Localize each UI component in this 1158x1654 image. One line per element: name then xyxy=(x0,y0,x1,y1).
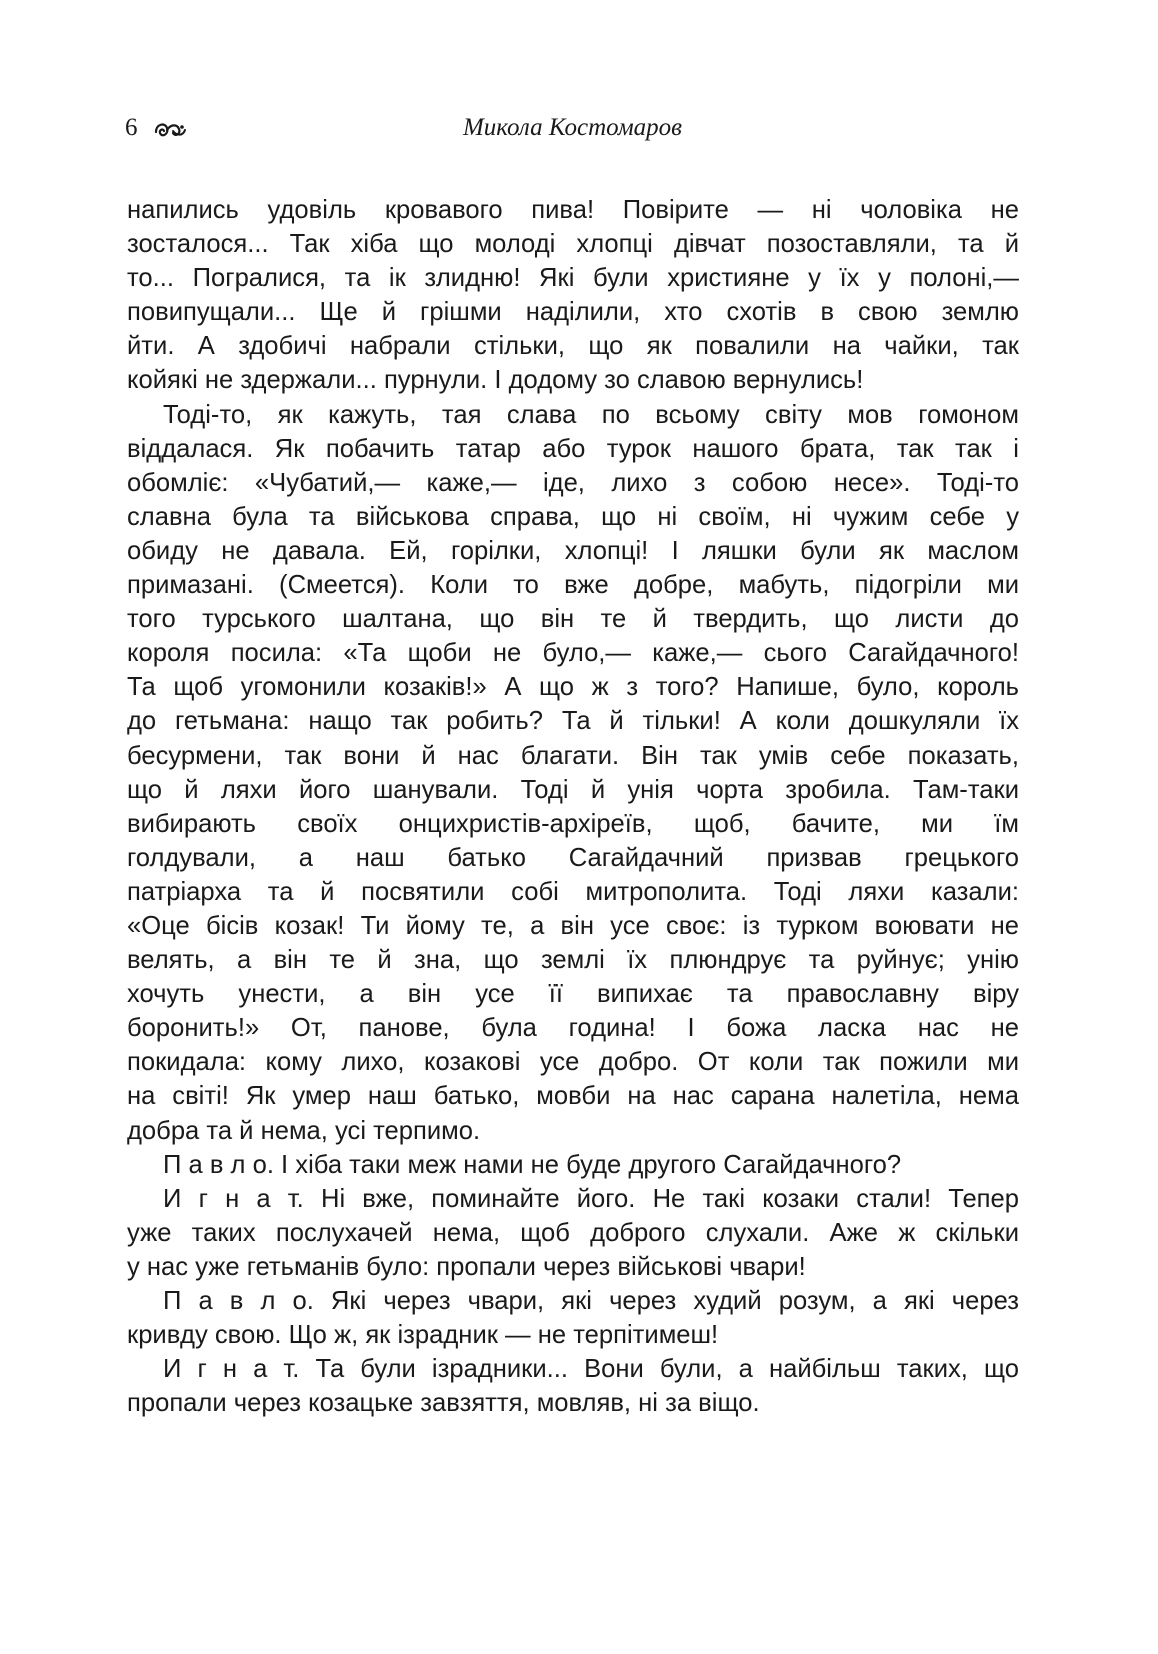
text-line: И г н а т. Та були ізрадники... Вони були, а найбільш таких, що xyxy=(163,1355,1019,1384)
text-line: хочуть унести, а він усе її випихає та православну віру xyxy=(127,980,1019,1009)
text-line: добра та й нема, усі терпимо. xyxy=(127,1116,481,1145)
text-line: повипущали... Ще й грішми наділили, хто схотів в свою землю xyxy=(127,298,1019,327)
text-line: славна була та військова справа, що ні своїм, ні чужим себе у xyxy=(127,502,1019,531)
text-line: на світі! Як умер наш батько, мовби на нас сарана налетіла, нема xyxy=(127,1082,1019,1111)
text-line: кривду свою. Що ж, як ізрадник — не терпітимеш! xyxy=(127,1321,719,1350)
text-line: боронить!» От, панове, була година! І божа ласка нас не xyxy=(127,1014,1019,1043)
text-line: уже таких послухачей нема, щоб доброго слухали. Аже ж скільки xyxy=(127,1218,1019,1247)
text-line: обиду не давала. Ей, горілки, хлопці! І ляшки були як маслом xyxy=(127,536,1019,565)
text-line: йти. А здобичі набрали стільки, що як повалили на чайки, так xyxy=(127,332,1019,361)
text-line: пропали через козацьке завзяття, мовляв, ні за віщо. xyxy=(127,1389,760,1418)
text-line: у нас уже гетьманів було: пропали через військові чвари! xyxy=(127,1252,806,1281)
running-title: Микола Костомаров xyxy=(462,114,683,141)
text-line: покидала: кому лихо, козакові усе добро. От коли так пожили ми xyxy=(127,1048,1019,1077)
text-line: патріарха та й посвятили собі митрополита. Тоді ляхи казали: xyxy=(127,877,1019,906)
text-line: И г н а т. Ні вже, поминайте його. Не такі козаки стали! Тепер xyxy=(163,1184,1019,1213)
text-line: П а в л о. Які через чвари, які через худий розум, а які через xyxy=(163,1287,1019,1315)
text-line: обомліє: «Чубатий,— каже,— іде, лихо з собою несе». Тоді-то xyxy=(127,468,1019,497)
text-line: зосталося... Так хіба що молоді хлопці дівчат позоставляли, та й xyxy=(127,230,1019,259)
text-line: примазані. (Смеется). Коли то вже добре, мабуть, підогріли ми xyxy=(127,571,1019,600)
text-line: віддалася. Як побачить татар або турок нашого брата, так так і xyxy=(127,434,1019,463)
text-line: що й ляхи його шанували. Тоді й унія чорта зробила. Там-таки xyxy=(127,775,1019,804)
text-line: короля посила: «Та щоби не було,— каже,— сього Сагайдачного! xyxy=(127,639,1019,668)
text-line: то... Погралися, та ік злидню! Які були християне у їх у полоні,— xyxy=(127,264,1019,293)
text-line: «Оце бісів козак! Ти йому те, а він усе своє: із турком воювати не xyxy=(127,911,1019,940)
text-line: того турського шалтана, що він те й твердить, що листи до xyxy=(127,605,1019,634)
page-header xyxy=(125,110,1020,150)
text-line: до гетьмана: нащо так робить? Та й тільки! А коли дошкуляли їх xyxy=(127,707,1019,736)
text-line: вибирають своїх онцихристів-архіреїв, щоб, бачите, ми їм xyxy=(127,809,1019,838)
text-line: койякі не здержали... пурнули. І додому зо славою вернулись! xyxy=(127,366,864,395)
body-text xyxy=(127,193,1019,1420)
text-line: бесурмени, так вони й нас благати. Він так умів себе показать, xyxy=(127,741,1019,770)
text-line: Та щоб угомонили козаків!» А що ж з того? Напише, було, король xyxy=(127,673,1019,702)
text-line: Тоді-то, як кажуть, тая слава по всьому світу мов гомоном xyxy=(163,400,1019,429)
text-line: напились удовіль кровавого пива! Повірите — ні чоловіка не xyxy=(127,196,1019,224)
page-number: 6 xyxy=(125,114,138,141)
text-line: велять, а він те й зна, що землі їх плюндрує та руйнує; унію xyxy=(127,946,1019,975)
text-line: голдували, а наш батько Сагайдачний призвав грецького xyxy=(127,843,1019,872)
text-line: П а в л о. І хіба таки меж нами не буде другого Сагайдачного? xyxy=(163,1150,902,1179)
